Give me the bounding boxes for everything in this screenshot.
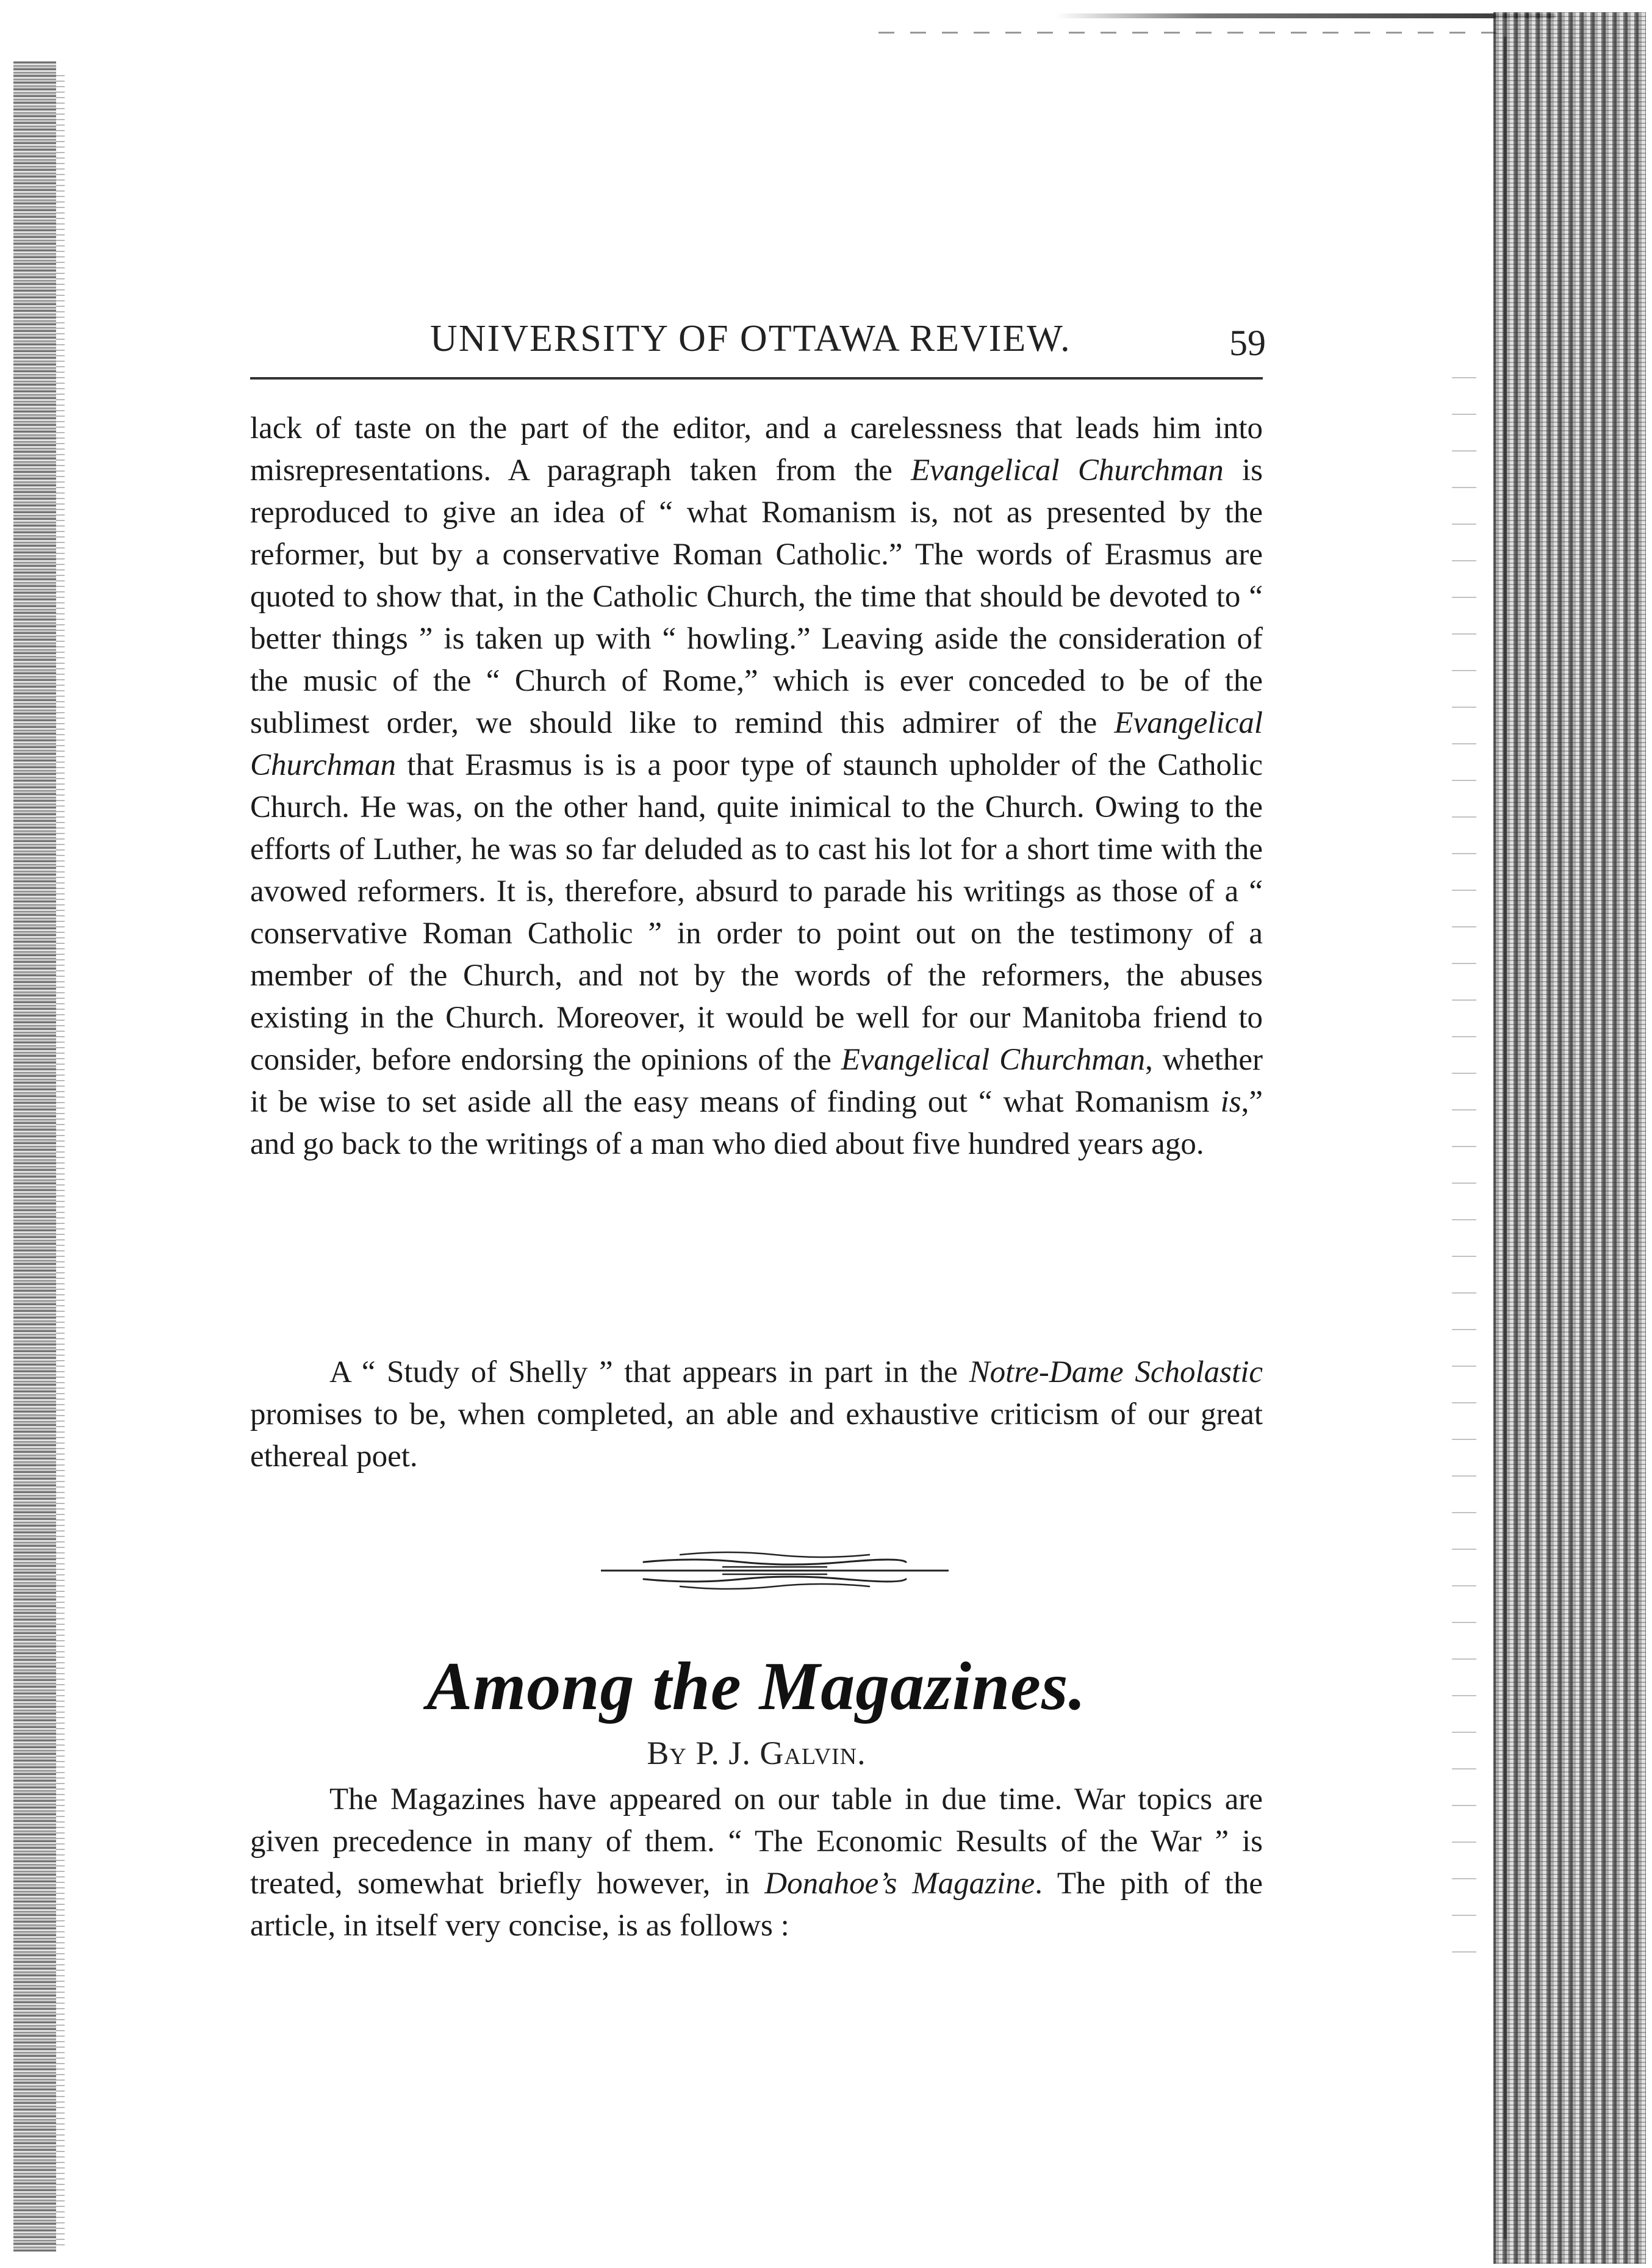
text-run: is reproduced to give an idea of “ what Romanism is, not as presented by the reformer, but by a conservative Roman Catholic.” The words of Erasmus are quoted to show that, in the Catholic Church, the time that should be devoted to “ better things ” is taken up with “ howling.” Leaving aside the consideration of the music of the “ Church of Rome,” which is ever conceded to be of the sublimest order, we should like to remind this admirer of the (250, 453, 1263, 740)
article-paragraph-1 (250, 408, 1263, 1165)
text-run: A “ Study of Shelly ” that appears in part in the (329, 1355, 969, 1389)
scan-edge-line-right (1504, 37, 1507, 2239)
author-byline: By P. J. Galvin. (647, 1735, 866, 1771)
scan-page-edge-right (1493, 12, 1646, 2264)
text-run: lack of taste on the part of the editor, and a carelessness that leads him into misrepresentations. A paragraph taken from the (250, 411, 1263, 488)
italic-run: is (1220, 1085, 1241, 1119)
page-header (247, 317, 1266, 372)
italic-run: Donahoe’s Magazine (764, 1867, 1035, 1901)
scan-page-edge-top (1055, 13, 1556, 18)
paragraph-text (250, 1352, 1263, 1478)
text-run: The Magazines have appeared on our table in due time. War topics are given precedence in many of them. “ The Economic Results of the War ” is treated, somewhat briefly however, in (250, 1782, 1263, 1901)
scan-binding-edge-left (13, 61, 56, 2252)
text-run: that Erasmus is is a poor type of staunch upholder of the Catholic Church. He was, on the other hand, quite inimical to the Church. Owing to the efforts of Luther, he was so far deluded as to cast his lot for a short time with the avowed reformers. It is, therefore, absurd to parade his writings as those of a “ conservative Roman Catholic ” in order to point out on the testimony of a member of the Church, and not by the words of the reformers, the abuses existing in the Church. Moreover, it would be well for our Manitoba friend to consider, before endorsing the opinions of the (250, 748, 1263, 1077)
header-rule (250, 377, 1263, 380)
paragraph-text (250, 1779, 1263, 1947)
section-heading: Among the Magazines. (426, 1649, 1086, 1724)
ornamental-divider (601, 1544, 949, 1599)
page-number: 59 (1229, 323, 1266, 363)
italic-run: Notre-Dame Scholastic (969, 1355, 1263, 1389)
paragraph-text (250, 408, 1263, 1165)
running-head: UNIVERSITY OF OTTAWA REVIEW. (430, 318, 1071, 359)
text-run: promises to be, when completed, an able and exhaustive criticism of our great ethereal poet. (250, 1397, 1263, 1474)
scan-dashed-edge-top (878, 32, 1507, 34)
scan-binding-shadow (56, 73, 65, 2245)
text-run: ,” and go back to the writings of a man who died about five hundred years ago. (250, 1085, 1263, 1161)
italic-run: Evangelical Churchman (841, 1043, 1146, 1077)
article-paragraph-2 (250, 1352, 1263, 1478)
magazines-paragraph-1 (250, 1779, 1263, 1947)
italic-run: Evangelical Churchman (250, 706, 1263, 782)
scan-specks-right (1452, 366, 1476, 1953)
text-run: . The pith of the article, in itself very concise, is as follows : (250, 1867, 1263, 1943)
italic-run: Evangelical Churchman (911, 453, 1224, 488)
text-run: , whether it be wise to set aside all the easy means of finding out “ what Romanism (250, 1043, 1263, 1119)
